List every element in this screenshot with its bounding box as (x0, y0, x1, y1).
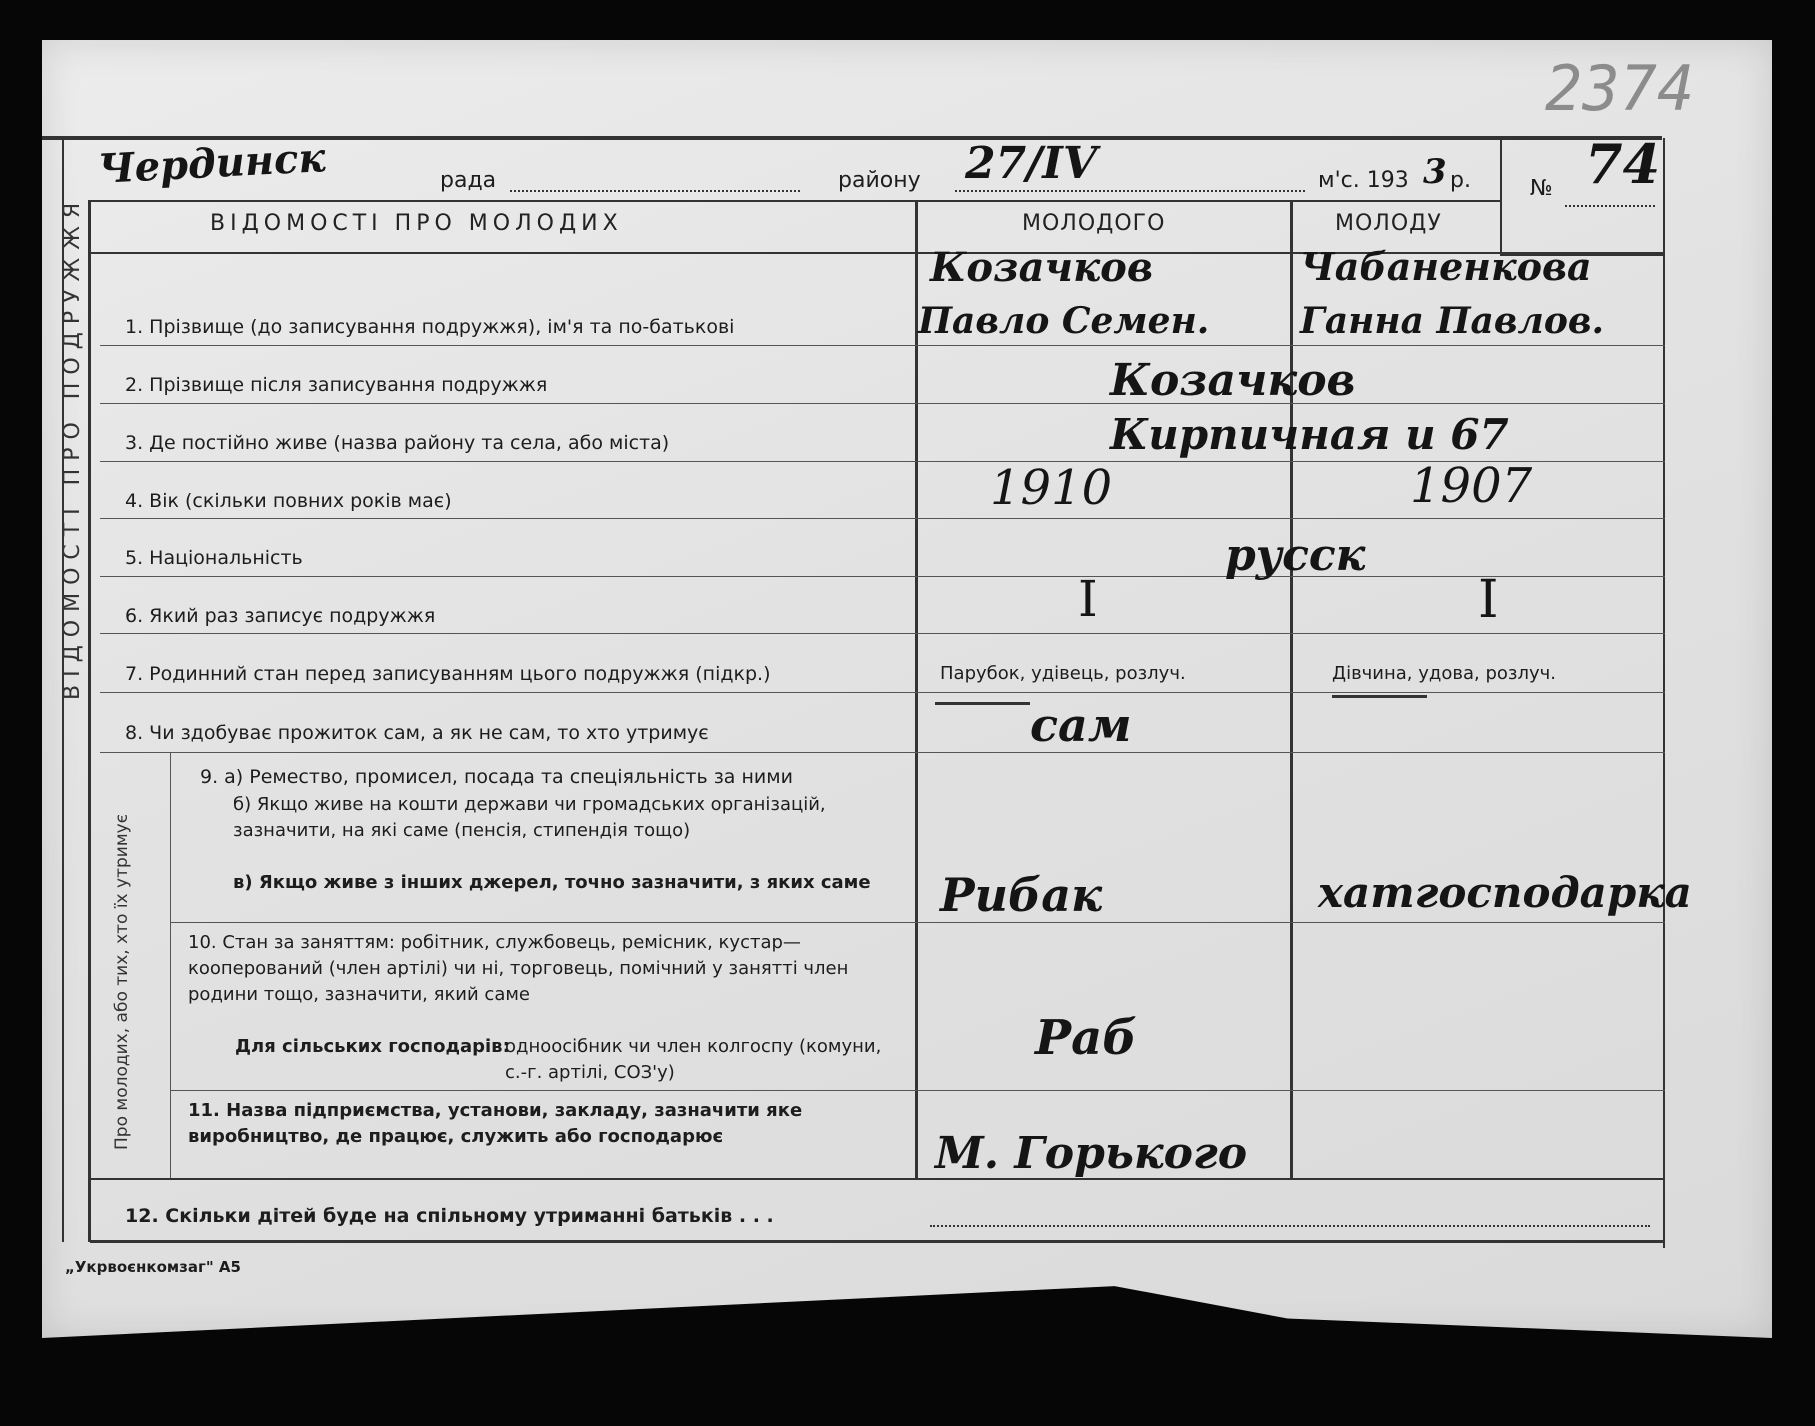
row3-label: 3. Де постійно живе (назва району та села, або міста) (125, 432, 670, 454)
col-divider-groom (915, 200, 918, 1178)
row10-rural-text: одноосібник чи член колгоспу (комуни, с.-г. артілі, СОЗ'у) (505, 1036, 882, 1083)
row-line-6 (100, 633, 1665, 634)
row-line-7 (100, 692, 1665, 693)
column-title-info: ВІДОМОСТІ ПРО МОЛОДИХ (210, 211, 623, 236)
row1-groom-surname: Козачков (930, 244, 1154, 291)
bottom-line (90, 1240, 1665, 1243)
row1-bride-surname: Чабаненкова (1300, 244, 1592, 289)
year-value: 3 (1423, 152, 1447, 192)
row7-bride-options: Дівчина, удова, розлуч. (1332, 663, 1556, 684)
district-label: району (838, 168, 921, 193)
row12-text: 12. Скільки дітей буде на спільному утриманні батьків . . . (125, 1205, 774, 1227)
number-box-left (1500, 138, 1502, 255)
side-label: ВІДОМОСТІ ПРО ПОДРУЖЖЯ (60, 194, 85, 700)
council-name: Чердинск (96, 134, 327, 193)
row2-label: 2. Прізвище після записування подружжя (125, 374, 548, 396)
row6-label: 6. Який раз записує подружжя (125, 605, 436, 627)
row11-groom: М. Горького (935, 1128, 1248, 1179)
printer-mark: „Укрвоєнкомзаг" А5 (65, 1258, 241, 1276)
row-line-10 (170, 1090, 1665, 1091)
row3-value: Кирпичная и 67 (1110, 410, 1509, 459)
row7-groom-underline (935, 702, 1030, 705)
row-line-11 (90, 1178, 1665, 1180)
group-side-label: Про молодих, або тих, хто їх утримує (112, 813, 132, 1150)
header-bottom-line (90, 200, 1500, 202)
row-line-5 (100, 576, 1665, 577)
row9-a: 9. а) Ремество, промисел, посада та спеціяльність за ними (200, 766, 793, 788)
row12-dotted-line (930, 1225, 1650, 1227)
row1-groom-name: Павло Семен. (918, 300, 1210, 342)
row-line-1 (100, 345, 1665, 346)
row2-value: Козачков (1110, 355, 1356, 406)
row10-rural-bold: Для сільських господарів: (235, 1036, 510, 1057)
column-title-groom: МОЛОДОГО (1022, 211, 1166, 236)
row4-groom: 1910 (990, 460, 1113, 516)
row5-value: русск (1225, 530, 1366, 581)
row9-b: б) Якщо живе на кошти держави чи громадських організацій, зазначити, на які саме (пенсія, стипендія тощо) (233, 794, 826, 841)
top-border (42, 136, 1662, 140)
row6-bride: I (1478, 570, 1499, 630)
row7-bride-underline (1332, 695, 1427, 698)
row9-groom: Рибак (940, 868, 1103, 922)
number-label: № (1530, 176, 1553, 201)
row1-bride-name: Ганна Павлов. (1300, 300, 1605, 342)
row4-bride: 1907 (1410, 458, 1533, 514)
row5-label: 5. Національність (125, 547, 303, 569)
month-label: м'с. 193 (1318, 168, 1409, 193)
year-suffix: р. (1450, 168, 1471, 193)
row6-groom: I (1078, 570, 1098, 628)
row9-c: в) Якщо живе з інших джерел, точно зазначити, з яких саме (233, 872, 871, 893)
row-line-9 (170, 922, 1665, 923)
row-line-2 (100, 403, 1665, 404)
col-divider-bride (1290, 200, 1293, 1178)
number-dotted-line (1565, 205, 1655, 207)
row-line-4 (100, 518, 1665, 519)
archive-number: 2374 (1545, 52, 1695, 125)
row10-groom: Раб (1035, 1010, 1137, 1066)
row1-label: 1. Прізвище (до записування подружжя), ім'я та по-батькові (125, 316, 735, 338)
group-divider (170, 752, 171, 1178)
row-line-8 (100, 752, 1665, 753)
council-label: рада (440, 168, 497, 193)
district-value: 27/IV (965, 138, 1098, 189)
column-title-bride: МОЛОДУ (1335, 211, 1442, 236)
row9-bride: хатгосподарка (1318, 868, 1692, 917)
number-box-right (1663, 138, 1665, 1248)
row11-text: 11. Назва підприємства, установи, закладу, зазначити яке виробництво, де працює, служить або господарює (188, 1100, 803, 1147)
district-dotted-line (955, 190, 1305, 192)
council-dotted-line (510, 190, 800, 192)
row8-label: 8. Чи здобуває прожиток сам, а як не сам, то хто утримує (125, 722, 709, 744)
row8-groom: сам (1030, 698, 1132, 752)
row7-label: 7. Родинний стан перед записуванням цього подружжя (підкр.) (125, 663, 771, 685)
row7-groom-options: Парубок, удівець, розлуч. (940, 663, 1186, 684)
number-value: 74 (1585, 132, 1661, 196)
left-frame (88, 200, 91, 1242)
row4-label: 4. Вік (скільки повних років має) (125, 490, 452, 512)
row10-text: 10. Стан за заняттям: робітник, службовець, ремісник, кустар—кооперований (член артілі) чи ні, торговець, помічний у занятті член родини тощо, зазначити, який саме (188, 932, 849, 1005)
